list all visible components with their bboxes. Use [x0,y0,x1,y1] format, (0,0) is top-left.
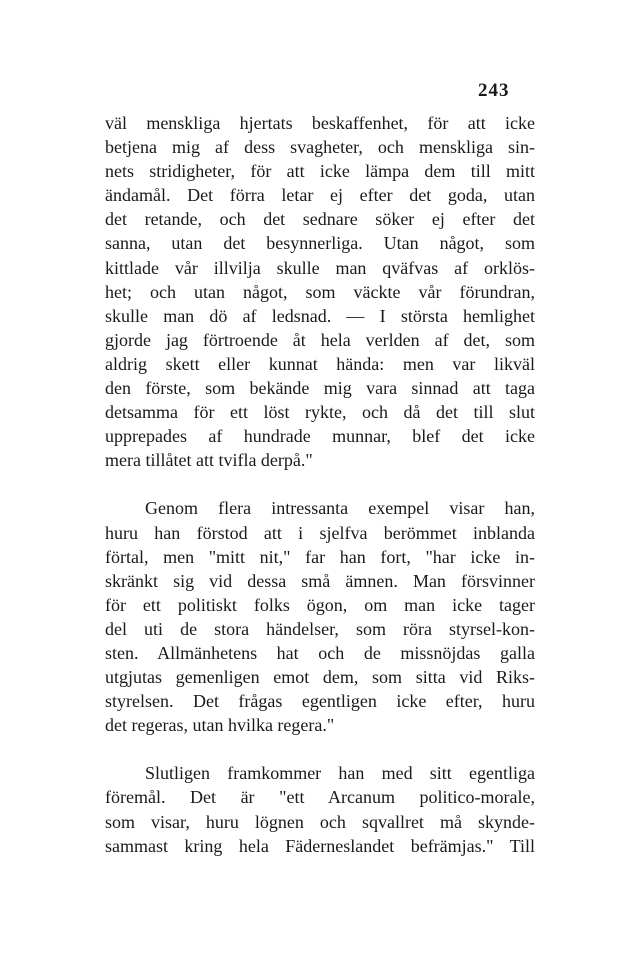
text-line: väl menskliga hjertats beskaffenhet, för att icke [105,113,535,133]
paragraph-1 [105,111,535,472]
body-text [105,111,535,858]
text-line: mera tillåtet att tvifla derpå." [105,450,313,471]
text-line: del uti de stora händelser, som röra styrsel-kon- [105,618,535,639]
text-line: styrelsen. Det frågas egentligen icke efter, huru [105,691,535,712]
text-line: gjorde jag förtroende åt hela verlden af det, som [105,329,535,350]
text-line: sammast kring hela Fäderneslandet befrämjas." Till [105,835,535,856]
text-line: utgjutas gemenligen emot dem, som sitta vid Riks- [105,667,535,688]
text-line: Slutligen framkommer han med sitt egentliga [145,763,535,784]
text-line: det retande, och det sednare söker ej efter det [105,209,535,230]
text-line: kittlade vår illvilja skulle man qväfvas af orklös- [105,257,535,278]
text-line: sanna, utan det besynnerliga. Utan något, som [105,233,535,254]
text-line: aldrig skett eller kunnat hända: men var likväl [105,353,535,374]
text-line: het; och utan något, som väckte vår förundran, [105,281,535,302]
text-line: Genom flera intressanta exempel visar han, [145,498,535,519]
text-line: den förste, som bekände mig vara sinnad att taga [105,378,535,399]
text-line: för ett politiskt folks ögon, om man icke tager [105,594,535,615]
text-line: sten. Allmänhetens hat och de missnöjdas galla [105,642,535,663]
text-line: ändamål. Det förra letar ej efter det goda, utan [105,185,535,206]
text-line: huru han förstod att i sjelfva berömmet inblanda [105,522,535,543]
page-number: 243 [478,80,510,101]
text-line: som visar, huru lögnen och sqvallret må skynde- [105,811,535,832]
text-line: betjena mig af dess svagheter, och menskliga sin- [105,137,535,158]
text-line: föremål. Det är "ett Arcanum politico-morale, [105,787,535,808]
text-line: nets stridigheter, för att icke lämpa dem till mitt [105,161,535,182]
text-line: upprepades af hundrade munnar, blef det icke [105,426,535,447]
paragraph-2 [105,496,535,737]
paragraph-3 [105,761,535,857]
text-line: det regeras, utan hvilka regera." [105,715,335,736]
text-line: detsamma för ett löst rykte, och då det till slut [105,402,535,423]
text-line: förtal, men "mitt nit," far han fort, "har icke in- [105,546,535,567]
text-line: skränkt sig vid dessa små ämnen. Man försvinner [105,570,535,591]
text-line: skulle man dö af ledsnad. — I största hemlighet [105,305,535,326]
